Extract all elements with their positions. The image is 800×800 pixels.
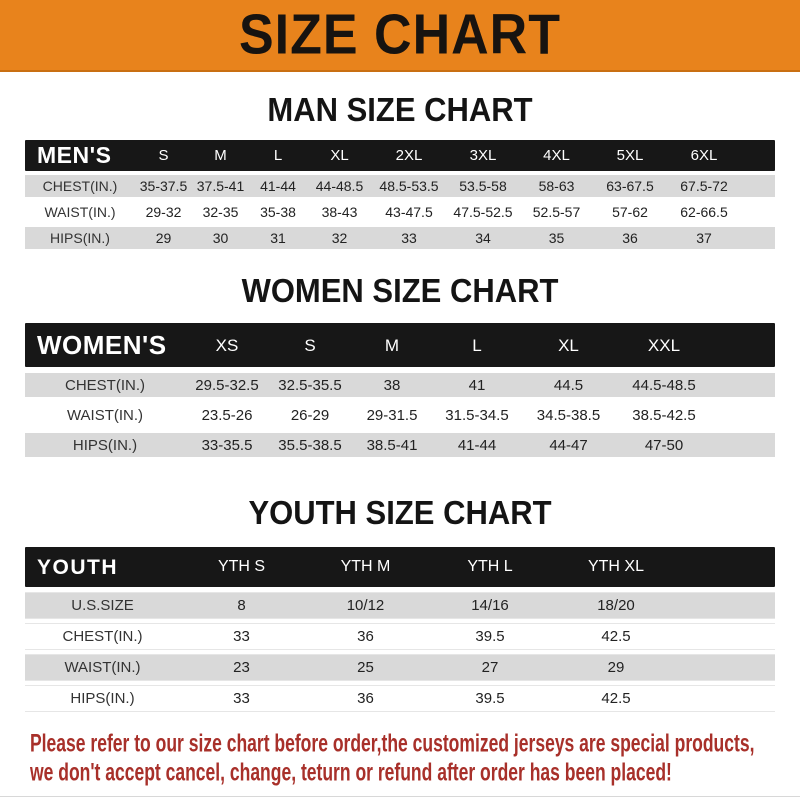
table-row xyxy=(25,624,775,649)
col-header: YTH XL xyxy=(587,558,644,575)
measurement-value: 29-32 xyxy=(145,204,182,220)
col-header: YTH M xyxy=(340,558,391,575)
measurement-value: 63-67.5 xyxy=(606,178,654,194)
measurement-value: 62-66.5 xyxy=(680,204,728,220)
measurement-value: 44.5-48.5 xyxy=(632,376,696,394)
table-header-row xyxy=(25,547,775,587)
measurement-value: 42.5 xyxy=(601,628,631,645)
measurement-value: 14/16 xyxy=(471,597,509,614)
measurement-value: 29 xyxy=(607,659,625,676)
measurement-value: 39.5 xyxy=(475,690,505,707)
women-section-heading: WOMEN SIZE CHART xyxy=(241,271,559,310)
measurement-value: 34 xyxy=(475,230,491,246)
measurement-value: 32 xyxy=(331,230,348,246)
measurement-value: 36 xyxy=(622,230,638,246)
table-header-label: WOMEN'S xyxy=(37,330,167,360)
men-size-table xyxy=(25,140,775,249)
col-header: M xyxy=(384,335,400,355)
measurement-value: 27 xyxy=(481,659,499,676)
measurement-value: 48.5-53.5 xyxy=(379,178,439,194)
col-header: XL xyxy=(558,335,579,355)
measurement-value: 34.5-38.5 xyxy=(536,406,601,424)
table-row xyxy=(25,175,775,197)
col-header: 3XL xyxy=(469,147,497,164)
table-row xyxy=(25,655,775,680)
measurement-value: 33 xyxy=(233,690,250,707)
row-label: CHEST(IN.) xyxy=(65,376,145,394)
col-header: 4XL xyxy=(543,147,570,164)
measurement-value: 37 xyxy=(696,230,712,246)
row-label: CHEST(IN.) xyxy=(62,628,143,645)
measurement-value: 31 xyxy=(270,230,286,246)
measurement-value: 8 xyxy=(237,597,246,614)
col-header: 5XL xyxy=(616,147,644,164)
youth-size-table xyxy=(25,547,775,711)
measurement-value: 38.5-42.5 xyxy=(632,406,696,424)
measurement-value: 35.5-38.5 xyxy=(278,436,342,454)
measurement-value: 41-44 xyxy=(260,178,296,194)
row-label: WAIST(IN.) xyxy=(66,406,144,424)
youth-section-heading: YOUTH SIZE CHART xyxy=(248,493,552,532)
col-header: XL xyxy=(330,147,349,164)
measurement-value: 33 xyxy=(401,230,417,246)
men-section-heading: MAN SIZE CHART xyxy=(267,90,533,129)
measurement-value: 30 xyxy=(212,230,229,246)
measurement-value: 42.5 xyxy=(601,690,631,707)
row-label: CHEST(IN.) xyxy=(42,178,118,194)
table-header-label: YOUTH xyxy=(37,555,118,579)
measurement-value: 38-43 xyxy=(321,204,358,220)
col-header: L xyxy=(472,335,482,355)
col-header: M xyxy=(214,147,227,164)
row-label: HIPS(IN.) xyxy=(72,436,138,454)
measurement-value: 44-48.5 xyxy=(315,178,364,194)
measurement-value: 23 xyxy=(233,659,250,676)
measurement-value: 36 xyxy=(357,690,374,707)
col-header: 6XL xyxy=(690,147,718,164)
table-row xyxy=(25,686,775,711)
row-label: U.S.SIZE xyxy=(71,597,134,614)
measurement-value: 52.5-57 xyxy=(532,204,581,220)
col-header: S xyxy=(158,147,169,164)
measurement-value: 43-47.5 xyxy=(385,204,433,220)
table-header-label: MEN'S xyxy=(37,142,112,168)
measurement-value: 29.5-32.5 xyxy=(195,376,259,394)
col-header: XXL xyxy=(647,335,681,355)
row-label: WAIST(IN.) xyxy=(44,204,116,220)
measurement-value: 25 xyxy=(357,659,374,676)
measurement-value: 38 xyxy=(383,376,401,394)
table-row xyxy=(25,201,775,223)
measurement-value: 35-38 xyxy=(260,204,296,220)
measurement-value: 47-50 xyxy=(644,436,684,454)
banner-title: SIZE CHART xyxy=(239,3,561,67)
measurement-value: 38.5-41 xyxy=(366,436,418,454)
table-header-row xyxy=(25,140,775,171)
measurement-value: 39.5 xyxy=(475,628,505,645)
col-header: L xyxy=(273,147,283,164)
measurement-value: 41 xyxy=(468,376,486,394)
size-chart-banner xyxy=(0,0,800,72)
measurement-value: 31.5-34.5 xyxy=(445,406,509,424)
measurement-value: 10/12 xyxy=(346,597,385,614)
measurement-value: 35 xyxy=(548,230,565,246)
col-header: YTH S xyxy=(217,558,266,575)
disclaimer-line-2: we don't accept cancel, change, teturn or refund after order has been placed! xyxy=(30,758,672,787)
col-header: XS xyxy=(215,335,239,355)
measurement-value: 33-35.5 xyxy=(201,436,253,454)
table-row xyxy=(25,373,775,397)
measurement-value: 29-31.5 xyxy=(366,406,418,424)
row-label: HIPS(IN.) xyxy=(50,230,110,246)
row-label: WAIST(IN.) xyxy=(64,659,141,676)
measurement-value: 26-29 xyxy=(290,406,330,424)
measurement-value: 57-62 xyxy=(612,204,648,220)
measurement-value: 47.5-52.5 xyxy=(453,204,513,220)
col-header: YTH L xyxy=(467,558,513,575)
disclaimer-text xyxy=(0,729,800,787)
measurement-value: 58-63 xyxy=(538,178,575,194)
table-row xyxy=(25,227,775,249)
row-label: HIPS(IN.) xyxy=(70,690,135,707)
measurement-value: 36 xyxy=(357,628,374,645)
measurement-value: 44-47 xyxy=(549,436,588,454)
table-row xyxy=(25,593,775,618)
women-size-table xyxy=(25,323,775,457)
measurement-value: 53.5-58 xyxy=(459,178,507,194)
measurement-value: 35-37.5 xyxy=(139,178,188,194)
table-row xyxy=(25,403,775,427)
col-header: S xyxy=(304,335,316,355)
measurement-value: 67.5-72 xyxy=(680,178,728,194)
measurement-value: 37.5-41 xyxy=(196,178,245,194)
col-header: 2XL xyxy=(395,147,423,164)
measurement-value: 32.5-35.5 xyxy=(278,376,342,394)
bottom-divider xyxy=(0,796,800,797)
measurement-value: 44.5 xyxy=(553,376,584,394)
measurement-value: 29 xyxy=(155,230,172,246)
table-header-row xyxy=(25,323,775,367)
measurement-value: 32-35 xyxy=(202,204,239,220)
disclaimer-line-1: Please refer to our size chart before order,the customized jerseys are special products, xyxy=(30,729,755,758)
measurement-value: 23.5-26 xyxy=(201,406,253,424)
measurement-value: 41-44 xyxy=(457,436,497,454)
measurement-value: 33 xyxy=(233,628,250,645)
table-row xyxy=(25,433,775,457)
measurement-value: 18/20 xyxy=(597,597,635,614)
